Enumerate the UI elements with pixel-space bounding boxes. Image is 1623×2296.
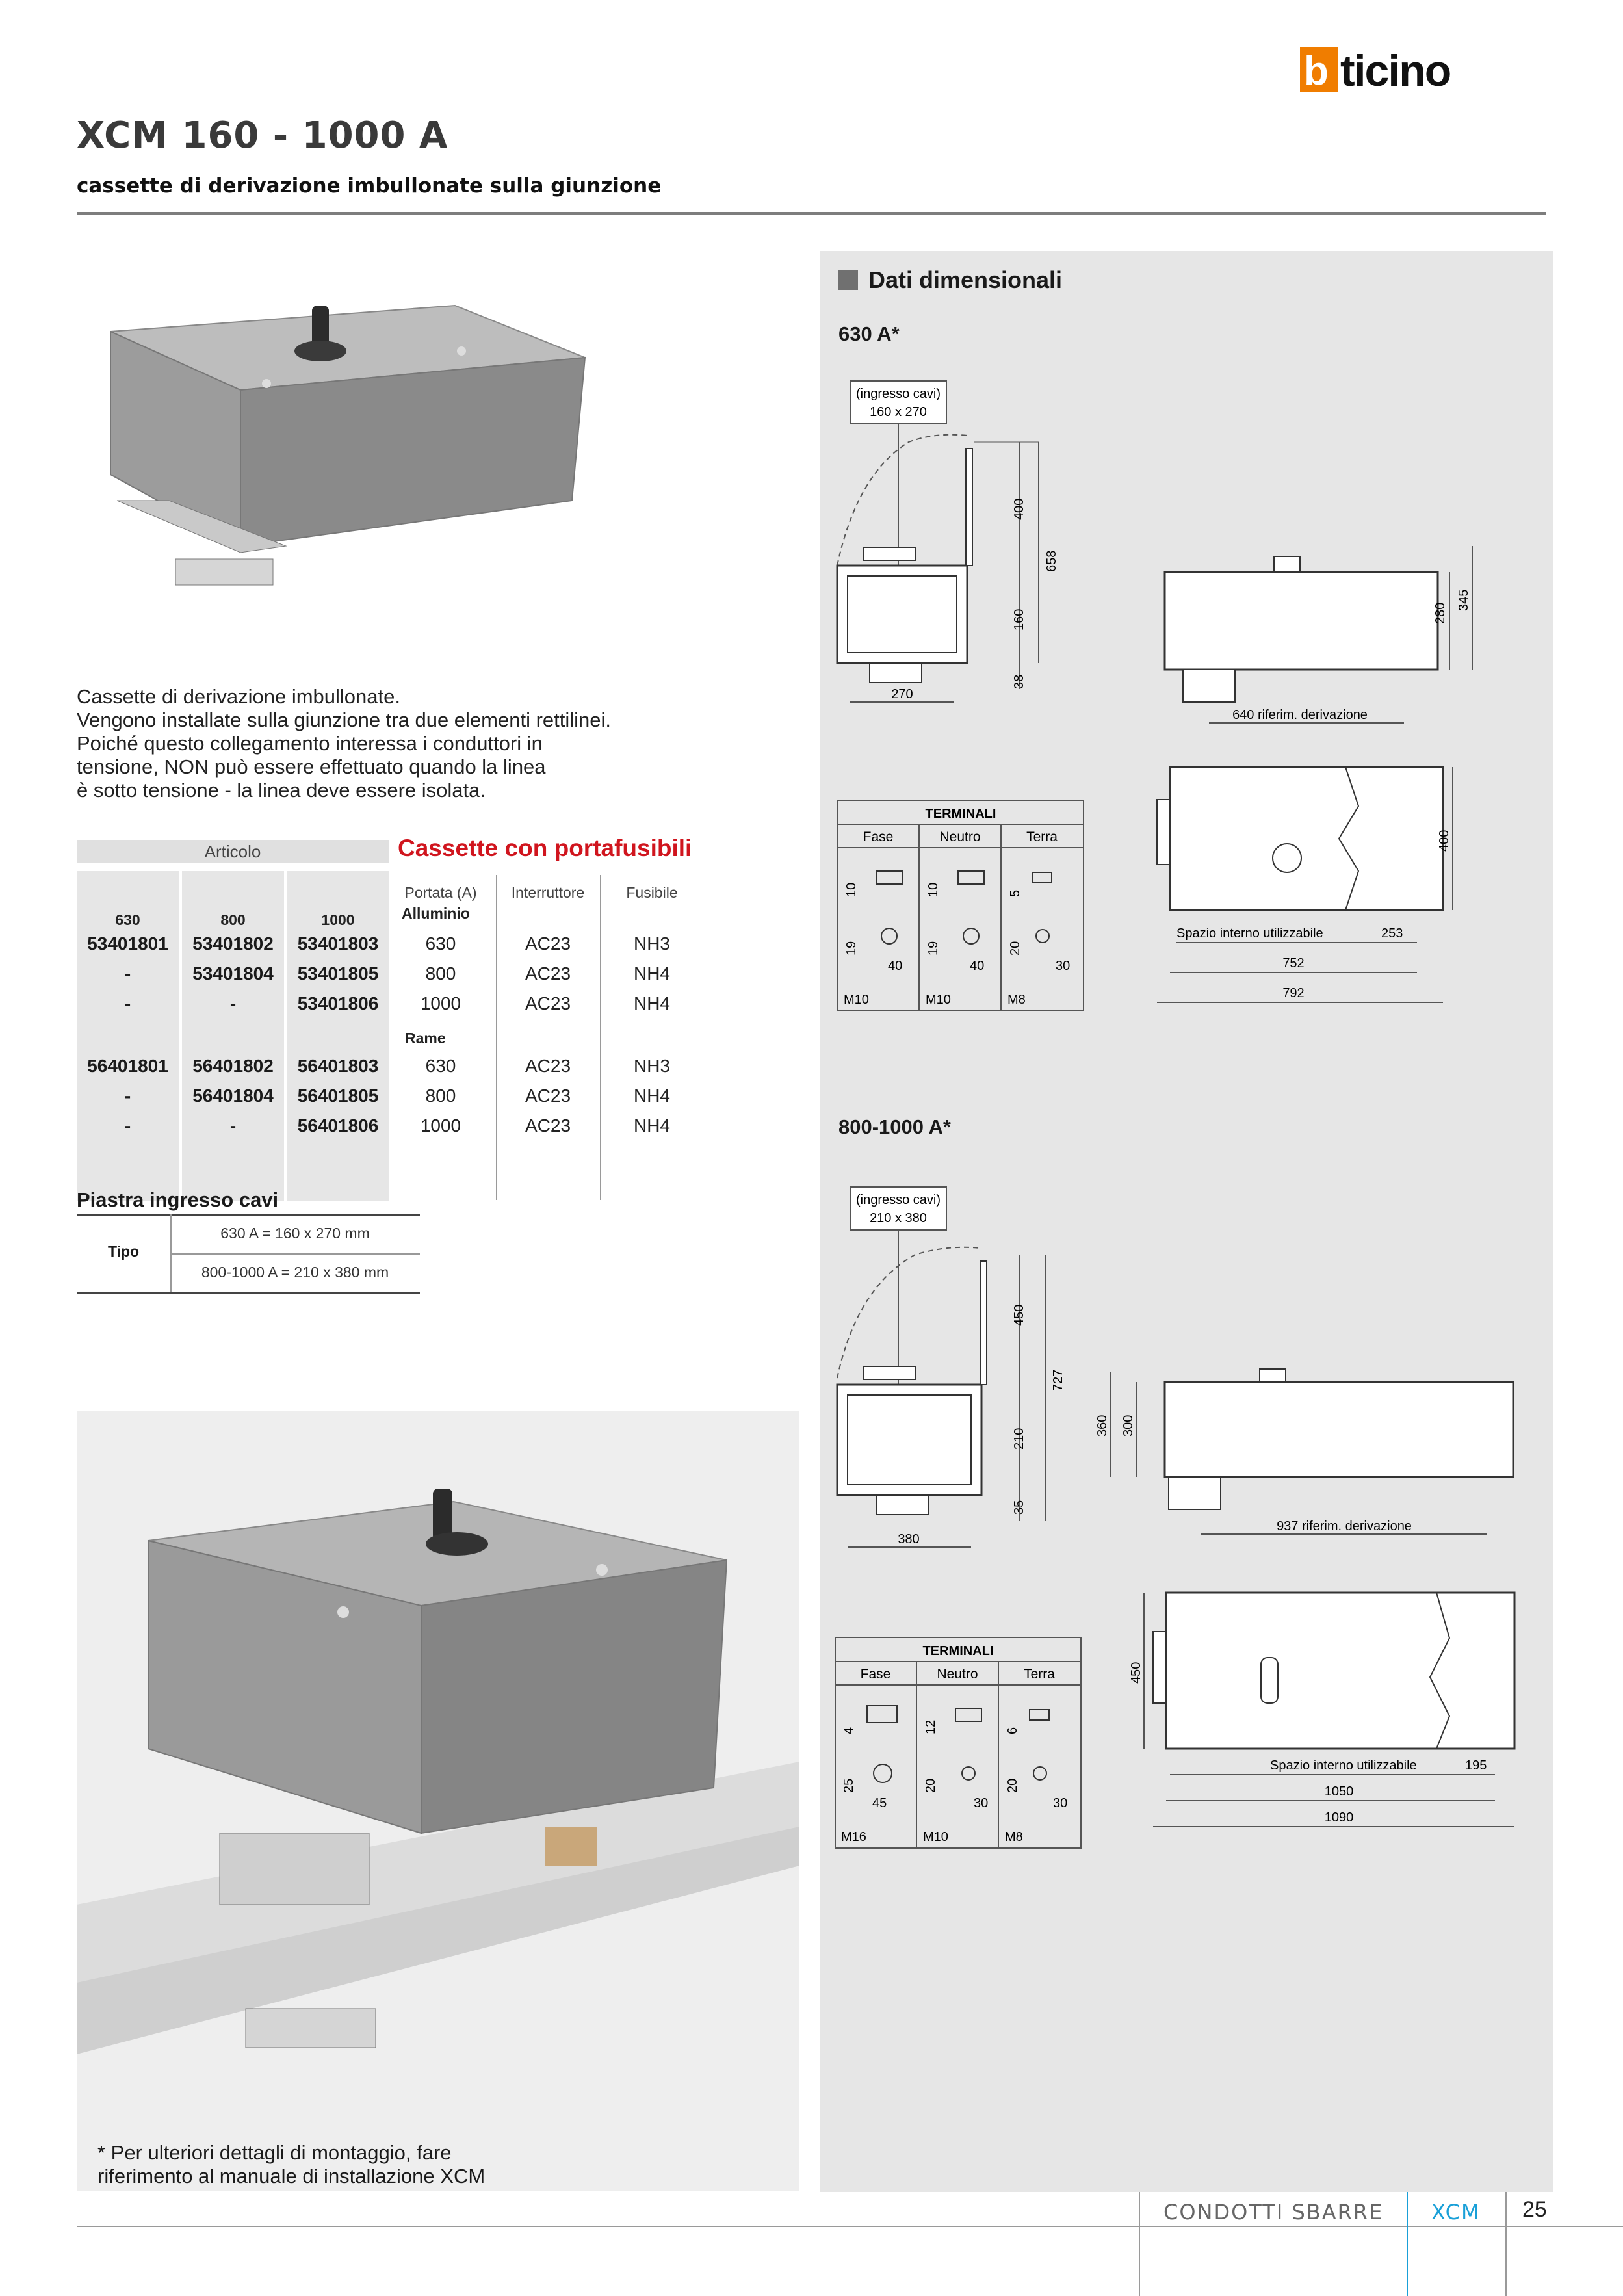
table-cell: AC23 (525, 993, 571, 1013)
cable-box-line1: (ingresso cavi) (855, 387, 941, 401)
table-cell: NH3 (633, 933, 670, 954)
dim-label: 1050 (1324, 1784, 1354, 1799)
dim-label: 640 riferim. derivazione (1232, 708, 1368, 722)
table-cell: 53401805 (297, 963, 379, 984)
table-cell: AC23 (525, 1086, 571, 1106)
dim-label: 1090 (1324, 1810, 1354, 1825)
table-cell: - (124, 963, 131, 984)
dim-label: 345 (1457, 589, 1471, 611)
dim-label: 12 (924, 1719, 938, 1734)
table-cell: 630 (425, 933, 456, 954)
dim-label: 20 (924, 1778, 938, 1793)
bolt-label: M8 (1007, 993, 1026, 1007)
terminal-header: Terra (1024, 1667, 1055, 1682)
colhead-portata: Portata (A) (404, 884, 477, 901)
terminals-title: TERMINALI (925, 807, 996, 821)
table-cell: AC23 (525, 933, 571, 954)
dim-label: 937 riferim. derivazione (1277, 1519, 1412, 1533)
dim-label: 35 (1012, 1500, 1026, 1515)
footer-separator (1505, 2192, 1507, 2296)
dim-label: 792 (1282, 986, 1305, 1000)
table-cell: - (124, 1115, 131, 1136)
group-label-alluminio: Alluminio (402, 905, 470, 922)
column-separator (600, 875, 601, 1200)
table-cell: 56401803 (297, 1056, 379, 1076)
colhead-630: 630 (115, 911, 140, 928)
dim-label: 40 (888, 959, 903, 973)
dim-label: 5 (1008, 889, 1022, 897)
footnote (97, 2141, 747, 2188)
dim-label: 10 (844, 882, 859, 897)
description-line: tensione, NON può essere effettuato quando la linea (77, 755, 546, 778)
table-cell: 56401806 (297, 1115, 379, 1136)
terminal-header: Neutro (939, 829, 981, 844)
drawing-630-top (1144, 761, 1488, 1014)
brand-b: b (1304, 49, 1329, 94)
page-subtitle: cassette di derivazione imbullonate sulla giunzione (77, 174, 662, 198)
table-cell: 1000 (420, 1115, 461, 1136)
article-header: Articolo (77, 840, 389, 863)
terminal-header: Fase (860, 1667, 891, 1682)
table-cell: AC23 (525, 1115, 571, 1136)
colhead-fusibile: Fusibile (626, 884, 678, 901)
table-cell: 53401803 (297, 933, 379, 954)
footnote-line: riferimento al manuale di installazione XCM (97, 2165, 486, 2187)
table-cell: 56401804 (192, 1086, 274, 1106)
dim-label: 658 (1045, 550, 1059, 572)
dim-label: 30 (1056, 959, 1071, 973)
dim-label: 253 (1381, 926, 1403, 941)
table-cell: - (229, 1115, 237, 1136)
header-divider (77, 212, 1546, 215)
colhead-800: 800 (220, 911, 246, 928)
terminals-table-630 (837, 800, 1084, 1011)
dim-label: 450 (1012, 1304, 1026, 1326)
dim-label: 400 (1012, 498, 1026, 520)
product-image-top (91, 286, 598, 605)
dim-label: 727 (1051, 1369, 1065, 1391)
dim-label: 450 (1129, 1662, 1143, 1684)
table-cell: 53401802 (192, 933, 274, 954)
product-photo-installed (77, 1411, 799, 2191)
heading-630: 630 A* (838, 322, 900, 345)
dim-label: 20 (1006, 1778, 1020, 1793)
table-cell: NH4 (633, 1086, 670, 1106)
drawing-800-front (1097, 1359, 1520, 1554)
description-line: è sotto tensione - la linea deve essere isolata. (77, 779, 486, 802)
table-rule (77, 1214, 420, 1216)
dim-label: 195 (1465, 1758, 1487, 1773)
dim-label: 19 (926, 941, 941, 956)
table-cell: 56401801 (87, 1056, 168, 1076)
piastra-table (77, 1214, 420, 1295)
section-title-fusibili: Cassette con portafusibili (398, 835, 692, 861)
table-cell: NH4 (633, 963, 670, 984)
table-cell: AC23 (525, 1056, 571, 1076)
cable-box-line2: 210 x 380 (870, 1211, 927, 1225)
table-cell: 630 (425, 1056, 456, 1076)
dim-label: 25 (842, 1778, 856, 1793)
group-label-rame: Rame (405, 1030, 446, 1047)
piastra-title: Piastra ingresso cavi (77, 1188, 279, 1211)
terminal-header: Neutro (937, 1667, 978, 1682)
page-title: XCM 160 - 1000 A (77, 114, 448, 157)
table-cell: 53401801 (87, 933, 168, 954)
table-cell: 800 (425, 1086, 456, 1106)
dim-label: 30 (974, 1796, 989, 1810)
drawing-630-side (824, 377, 1084, 715)
dim-label: 160 (1012, 608, 1026, 631)
dim-label: 360 (1095, 1415, 1110, 1437)
footer-section: CONDOTTI SBARRE (1163, 2200, 1384, 2224)
dim-label: 40 (970, 959, 985, 973)
terminal-header: Terra (1026, 829, 1058, 844)
spazio-label: Spazio interno utilizzabile (1176, 926, 1323, 941)
dim-label: 30 (1053, 1796, 1068, 1810)
terminals-title: TERMINALI (922, 1644, 994, 1658)
dimensions-title: Dati dimensionali (868, 267, 1063, 293)
table-cell: - (124, 993, 131, 1013)
dim-label: 400 (1437, 829, 1451, 852)
piastra-row: 630 A = 160 x 270 mm (220, 1225, 370, 1242)
spazio-label: Spazio interno utilizzabile (1270, 1758, 1417, 1773)
dim-label: 45 (872, 1796, 887, 1810)
description-line: Vengono installate sulla giunzione tra due elementi rettilinei. (77, 709, 612, 731)
dim-label: 380 (898, 1532, 920, 1546)
footer-product: XCM (1431, 2200, 1481, 2224)
bolt-label: M8 (1005, 1830, 1023, 1844)
brand-rest: ticino (1340, 46, 1451, 96)
bolt-label: M10 (923, 1830, 948, 1844)
description (77, 685, 753, 802)
dim-label: 6 (1006, 1727, 1020, 1734)
description-line: Poiché questo collegamento interessa i conduttori in (77, 732, 543, 755)
footer-separator (1139, 2192, 1140, 2296)
drawing-800-top (1098, 1586, 1521, 1833)
colhead-interruttore: Interruttore (511, 884, 585, 901)
column-separator (496, 875, 497, 1200)
dim-label: 300 (1121, 1415, 1136, 1437)
table-cell: NH3 (633, 1056, 670, 1076)
dim-label: 4 (842, 1727, 856, 1734)
dim-label: 210 (1012, 1428, 1026, 1450)
dim-label: 280 (1433, 602, 1448, 624)
dim-label: 19 (844, 941, 859, 956)
table-rule (170, 1253, 420, 1255)
dim-label: 10 (926, 882, 941, 897)
table-cell: 53401806 (297, 993, 379, 1013)
table-cell: AC23 (525, 963, 571, 984)
table-cell: 800 (425, 963, 456, 984)
bticino-logo (1300, 46, 1511, 96)
drawing-630-front (1144, 533, 1488, 735)
table-cell: 1000 (420, 993, 461, 1013)
description-line: Cassette di derivazione imbullonate. (77, 685, 400, 708)
bolt-label: M16 (841, 1830, 866, 1844)
table-cell: 53401804 (192, 963, 274, 984)
dim-label: 38 (1012, 674, 1026, 689)
cable-box-line1: (ingresso cavi) (855, 1193, 941, 1207)
table-cell: NH4 (633, 993, 670, 1013)
terminals-table-800 (835, 1637, 1082, 1849)
heading-800-1000: 800-1000 A* (838, 1115, 951, 1138)
footnote-line: * Per ulteriori dettagli di montaggio, fare (97, 2141, 452, 2164)
bolt-label: M10 (844, 993, 869, 1007)
bolt-label: M10 (926, 993, 951, 1007)
section-square-icon (838, 270, 858, 290)
dim-label: 270 (891, 687, 913, 701)
table-cell: 56401805 (297, 1086, 379, 1106)
page-number: 25 (1522, 2197, 1547, 2222)
table-cell: - (229, 993, 237, 1013)
colhead-1000: 1000 (321, 911, 355, 928)
dim-label: 20 (1008, 941, 1022, 956)
cable-box-line2: 160 x 270 (870, 405, 927, 419)
table-rule (77, 1292, 420, 1294)
footer-divider (77, 2226, 1623, 2227)
piastra-label: Tipo (107, 1243, 140, 1260)
piastra-row: 800-1000 A = 210 x 380 mm (201, 1264, 389, 1281)
dim-label: 752 (1282, 956, 1305, 971)
table-cell: 56401802 (192, 1056, 274, 1076)
drawing-800-side (824, 1183, 1097, 1560)
table-cell: - (124, 1086, 131, 1106)
table-cell: NH4 (633, 1115, 670, 1136)
terminal-header: Fase (863, 829, 894, 844)
footer-separator (1407, 2192, 1408, 2296)
